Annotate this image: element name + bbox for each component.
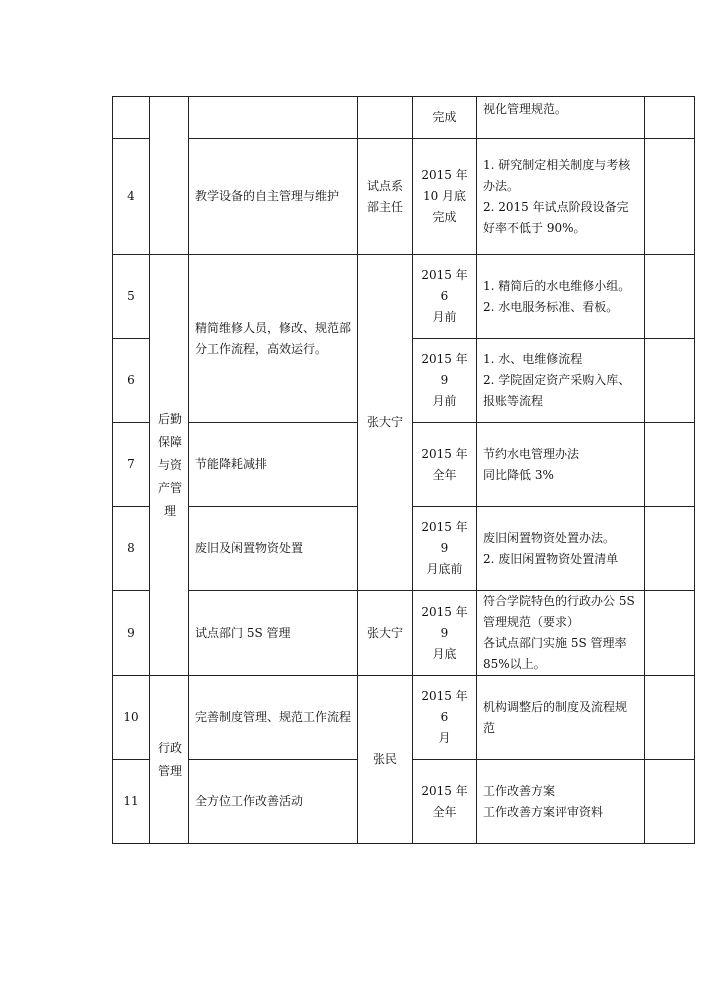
- work-plan-table: [112, 96, 695, 844]
- deadline-line: 月前: [432, 310, 457, 324]
- deadline-line: 月底: [432, 646, 457, 661]
- deliverable-cell: [477, 97, 645, 139]
- deliverable-line: 符合学院特色的行政办公 5S 管理规范（要求）: [483, 594, 635, 629]
- deliverable-line: 工作改善方案评审资料: [483, 804, 604, 819]
- owner-cell: 张民: [358, 676, 413, 844]
- task-cell: 完善制度管理、规范工作流程: [189, 676, 358, 760]
- remarks-cell: [645, 339, 695, 423]
- deadline-line: 全年: [432, 467, 457, 482]
- deadline-line: 2015 年 9: [421, 604, 468, 640]
- deliverable-line: 各试点部门实施 5S 管理率 85%以上。: [483, 636, 627, 671]
- row-number: 10: [113, 676, 150, 760]
- deliverable-line: 视化管理规范。: [483, 102, 568, 116]
- deliverable-line: 2. 学院固定资产采购入库、报账等流程: [483, 373, 631, 408]
- row-number: 9: [113, 591, 150, 676]
- deadline-cell: [413, 507, 477, 591]
- task-cell: 节能降耗减排: [189, 423, 358, 507]
- owner-cell: 张大宁: [358, 591, 413, 676]
- deadline-line: 完成: [432, 110, 457, 124]
- remarks-cell: [645, 507, 695, 591]
- deadline-line: 2015 年 9: [421, 520, 468, 555]
- remarks-cell: [645, 760, 695, 844]
- deliverable-line: 同比降低 3%: [483, 467, 554, 482]
- task-cell: 精简维修人员，修改、规范部分工作流程，高效运行。: [189, 255, 358, 423]
- deliverable-line: 1. 精简后的水电维修小组。: [483, 278, 631, 293]
- remarks-cell: [645, 591, 695, 676]
- deadline-line: 全年: [432, 804, 457, 819]
- deadline-line: 10 月底: [422, 189, 467, 203]
- deadline-cell: [413, 591, 477, 676]
- deadline-cell: [413, 676, 477, 760]
- deadline-line: 2015 年: [421, 168, 468, 182]
- task-cell: 废旧及闲置物资处置: [189, 507, 358, 591]
- row-number: 6: [113, 339, 150, 423]
- row-number: 5: [113, 255, 150, 339]
- remarks-cell: [645, 97, 695, 139]
- deliverable-cell: [477, 139, 645, 255]
- owner-cell: [358, 97, 413, 139]
- category-cell-empty: [150, 97, 189, 255]
- table-row: [113, 591, 695, 676]
- deliverable-cell: [477, 591, 645, 676]
- deadline-line: 月前: [432, 394, 457, 408]
- deliverable-cell: [477, 255, 645, 339]
- deadline-line: 月底前: [426, 562, 463, 576]
- remarks-cell: [645, 423, 695, 507]
- table-row: [113, 97, 695, 139]
- deliverable-line: 1. 水、电维修流程: [483, 352, 583, 366]
- row-number: 8: [113, 507, 150, 591]
- category-label: 后勤保障与资产管理: [157, 411, 182, 518]
- deadline-line: 完成: [432, 210, 457, 224]
- deliverable-line: 2. 水电服务标准、看板。: [483, 299, 619, 314]
- deadline-line: 2015 年: [421, 446, 468, 461]
- row-number: 7: [113, 423, 150, 507]
- deadline-cell: [413, 139, 477, 255]
- task-cell: 教学设备的自主管理与维护: [189, 139, 358, 255]
- owner-cell: 张大宁: [358, 255, 413, 591]
- deadline-line: 月: [438, 731, 451, 745]
- deliverable-line: 机构调整后的制度及流程规范: [483, 699, 628, 735]
- task-cell: 全方位工作改善活动: [189, 760, 358, 844]
- deadline-line: 2015 年 6: [421, 689, 468, 724]
- deliverable-cell: [477, 339, 645, 423]
- table-row: [113, 255, 695, 339]
- deliverable-line: 工作改善方案: [483, 783, 556, 798]
- row-number: [113, 97, 150, 139]
- task-cell: 试点部门 5S 管理: [189, 591, 358, 676]
- task-cell: [189, 97, 358, 139]
- row-number: 4: [113, 139, 150, 255]
- deliverable-line: 2. 2015 年试点阶段设备完好率不低于 90%。: [483, 199, 629, 235]
- deliverable-line: 2. 废旧闲置物资处置清单: [483, 551, 619, 566]
- deadline-cell: [413, 423, 477, 507]
- owner-cell: 试点系部主任: [358, 139, 413, 255]
- category-admin: [150, 676, 189, 844]
- deliverable-cell: [477, 760, 645, 844]
- remarks-cell: [645, 676, 695, 760]
- row-number: 11: [113, 760, 150, 844]
- remarks-cell: [645, 139, 695, 255]
- deadline-cell: [413, 97, 477, 139]
- table-row: [113, 676, 695, 760]
- deliverable-line: 1. 研究制定相关制度与考核办法。: [483, 157, 631, 193]
- deadline-line: 2015 年: [421, 783, 468, 798]
- remarks-cell: [645, 255, 695, 339]
- deliverable-cell: [477, 676, 645, 760]
- deliverable-cell: [477, 423, 645, 507]
- category-logistics: [150, 255, 189, 676]
- deadline-line: 2015 年 9: [421, 352, 468, 387]
- deliverable-line: 节约水电管理办法: [483, 446, 580, 461]
- deadline-line: 2015 年 6: [421, 268, 468, 303]
- category-label: 行政管理: [157, 740, 182, 778]
- deadline-cell: [413, 255, 477, 339]
- table-row: [113, 139, 695, 255]
- deadline-cell: [413, 339, 477, 423]
- deliverable-cell: [477, 507, 645, 591]
- deadline-cell: [413, 760, 477, 844]
- deliverable-line: 废旧闲置物资处置办法。: [483, 530, 616, 545]
